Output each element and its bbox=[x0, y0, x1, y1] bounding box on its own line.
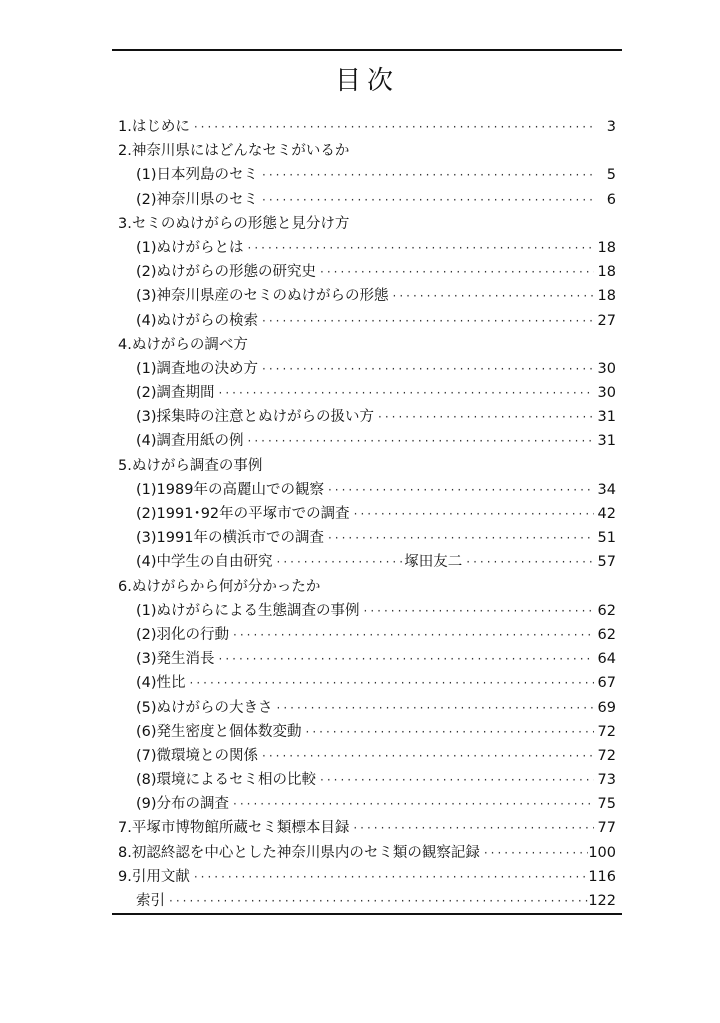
bottom-rule bbox=[112, 913, 622, 915]
table-of-contents bbox=[118, 115, 616, 913]
toc-entry[interactable] bbox=[118, 696, 616, 720]
toc-entry-page-number: 122 bbox=[588, 893, 616, 909]
toc-entry-title: (3)採集時の注意とぬけがらの扱い方 bbox=[136, 409, 375, 426]
toc-entry-title: (4)性比 bbox=[136, 675, 186, 692]
toc-entry-title: 索引 bbox=[136, 893, 165, 909]
toc-entry-page-number: 51 bbox=[597, 530, 616, 547]
toc-entry[interactable] bbox=[118, 550, 616, 574]
dot-leader bbox=[389, 284, 594, 308]
toc-entry-page-number: 30 bbox=[597, 385, 616, 402]
toc-entry[interactable] bbox=[118, 429, 616, 453]
toc-entry-title: (2)ぬけがらの形態の研究史 bbox=[136, 264, 317, 281]
toc-entry-title: 2.神奈川県にはどんなセミがいるか bbox=[118, 143, 350, 160]
toc-entry-title: (5)ぬけがらの大きさ bbox=[136, 699, 273, 716]
toc-entry-author: 塚田友二 bbox=[404, 554, 463, 571]
toc-entry-page-number: 34 bbox=[597, 481, 616, 498]
toc-entry-title: 7.平塚市博物館所蔵セミ類標本目録 bbox=[118, 820, 350, 837]
toc-entry-page-number: 30 bbox=[597, 360, 616, 377]
toc-entry-page-number: 100 bbox=[588, 844, 616, 861]
toc-entry[interactable] bbox=[118, 115, 616, 139]
toc-entry[interactable] bbox=[118, 816, 616, 840]
dot-leader bbox=[258, 188, 594, 212]
toc-entry-title: 4.ぬけがらの調べ方 bbox=[118, 336, 248, 353]
toc-entry[interactable] bbox=[118, 575, 616, 599]
toc-entry[interactable] bbox=[118, 526, 616, 550]
toc-entry[interactable] bbox=[118, 865, 616, 889]
toc-entry[interactable] bbox=[118, 405, 616, 429]
dot-leader bbox=[316, 260, 594, 284]
dot-leader bbox=[374, 405, 594, 429]
toc-entry-page-number: 69 bbox=[597, 699, 616, 716]
dot-leader bbox=[316, 768, 594, 792]
toc-entry[interactable] bbox=[118, 720, 616, 744]
toc-entry-title: (3)1991年の横浜市での調査 bbox=[136, 530, 324, 547]
toc-entry[interactable] bbox=[118, 309, 616, 333]
toc-entry-page-number: 62 bbox=[597, 602, 616, 619]
dot-leader bbox=[258, 357, 594, 381]
toc-entry-title: (6)発生密度と個体数変動 bbox=[136, 723, 302, 740]
toc-entry-page-number: 5 bbox=[606, 167, 616, 184]
toc-entry-title: (3)発生消長 bbox=[136, 651, 215, 668]
toc-entry[interactable] bbox=[118, 744, 616, 768]
dot-leader bbox=[215, 647, 594, 671]
toc-entry-page-number: 57 bbox=[597, 554, 616, 571]
toc-entry[interactable] bbox=[118, 478, 616, 502]
toc-entry-title: 6.ぬけがらから何が分かったか bbox=[118, 578, 321, 595]
toc-entry[interactable] bbox=[118, 188, 616, 212]
toc-entry[interactable] bbox=[118, 623, 616, 647]
toc-entry[interactable] bbox=[118, 599, 616, 623]
toc-entry-title: (4)中学生の自由研究 bbox=[136, 554, 273, 571]
toc-entry-title: (1)1989年の高麗山での観察 bbox=[136, 481, 324, 498]
toc-entry[interactable] bbox=[118, 647, 616, 671]
toc-entry[interactable] bbox=[118, 889, 616, 913]
toc-entry-page-number: 77 bbox=[597, 820, 616, 837]
toc-entry-title: (4)調査用紙の例 bbox=[136, 433, 244, 450]
dot-leader bbox=[462, 550, 594, 574]
toc-entry[interactable] bbox=[118, 454, 616, 478]
toc-entry[interactable] bbox=[118, 139, 616, 163]
dot-leader bbox=[349, 816, 594, 840]
toc-entry-page-number: 64 bbox=[597, 651, 616, 668]
toc-entry-page-number: 3 bbox=[606, 119, 616, 135]
toc-entry[interactable] bbox=[118, 768, 616, 792]
dot-leader bbox=[244, 236, 594, 260]
toc-entry-title: (4)ぬけがらの検索 bbox=[136, 312, 259, 329]
dot-leader bbox=[302, 720, 594, 744]
toc-entry[interactable] bbox=[118, 381, 616, 405]
toc-entry-title: (2)羽化の行動 bbox=[136, 626, 230, 643]
toc-entry-title: 8.初認終認を中心とした神奈川県内のセミ類の観察記録 bbox=[118, 844, 480, 861]
toc-entry-title: (1)ぬけがらによる生態調査の事例 bbox=[136, 602, 360, 619]
dot-leader bbox=[360, 599, 594, 623]
toc-entry-page-number: 67 bbox=[597, 675, 616, 692]
toc-entry-title: (7)微環境との関係 bbox=[136, 747, 259, 764]
toc-entry-page-number: 116 bbox=[588, 868, 616, 885]
dot-leader bbox=[190, 115, 594, 139]
dot-leader bbox=[273, 696, 594, 720]
toc-entry-page-number: 42 bbox=[597, 506, 616, 522]
toc-entry-page-number: 18 bbox=[597, 239, 616, 256]
dot-leader bbox=[273, 550, 405, 574]
toc-entry[interactable] bbox=[118, 671, 616, 695]
toc-entry-title: 5.ぬけがら調査の事例 bbox=[118, 457, 263, 474]
toc-entry-page-number: 6 bbox=[606, 191, 616, 208]
toc-entry[interactable] bbox=[118, 163, 616, 187]
dot-leader bbox=[258, 163, 594, 187]
dot-leader bbox=[229, 623, 594, 647]
dot-leader bbox=[229, 792, 594, 816]
dot-leader bbox=[244, 429, 594, 453]
toc-entry-page-number: 75 bbox=[597, 796, 616, 813]
toc-entry-page-number: 31 bbox=[597, 409, 616, 426]
dot-leader bbox=[350, 502, 594, 526]
toc-entry[interactable] bbox=[118, 236, 616, 260]
toc-entry-title: (2)神奈川県のセミ bbox=[136, 191, 259, 208]
toc-entry-page-number: 27 bbox=[597, 312, 616, 329]
toc-entry[interactable] bbox=[118, 502, 616, 526]
toc-entry[interactable] bbox=[118, 284, 616, 308]
toc-entry-title: 9.引用文献 bbox=[118, 868, 190, 885]
toc-entry[interactable] bbox=[118, 333, 616, 357]
toc-entry-title: 3.セミのぬけがらの形態と見分け方 bbox=[118, 215, 350, 232]
toc-entry-page-number: 73 bbox=[597, 772, 616, 789]
dot-leader bbox=[324, 478, 594, 502]
dot-leader bbox=[480, 841, 588, 865]
toc-entry-title: (1)調査地の決め方 bbox=[136, 360, 259, 377]
toc-entry-title: (8)環境によるセミ相の比較 bbox=[136, 772, 317, 789]
toc-entry-title: (3)神奈川県産のセミのぬけがらの形態 bbox=[136, 288, 389, 305]
toc-entry-title: (2)調査期間 bbox=[136, 385, 215, 402]
toc-entry-page-number: 31 bbox=[597, 433, 616, 450]
toc-entry[interactable] bbox=[118, 357, 616, 381]
toc-entry-title: (9)分布の調査 bbox=[136, 796, 230, 813]
dot-leader bbox=[186, 671, 594, 695]
toc-entry[interactable] bbox=[118, 260, 616, 284]
toc-entry-title: (2)1991･92年の平塚市での調査 bbox=[136, 506, 350, 522]
toc-entry[interactable] bbox=[118, 792, 616, 816]
dot-leader bbox=[165, 889, 588, 913]
dot-leader bbox=[324, 526, 594, 550]
toc-entry-title: (1)日本列島のセミ bbox=[136, 167, 259, 184]
top-rule bbox=[112, 49, 622, 51]
toc-entry-page-number: 18 bbox=[597, 264, 616, 281]
page-title: 目次 bbox=[334, 66, 399, 96]
toc-entry-page-number: 62 bbox=[597, 626, 616, 643]
toc-entry-title: (1)ぬけがらとは bbox=[136, 239, 244, 256]
toc-entry-page-number: 72 bbox=[597, 723, 616, 740]
dot-leader bbox=[215, 381, 594, 405]
dot-leader bbox=[190, 865, 588, 889]
toc-entry-page-number: 72 bbox=[597, 747, 616, 764]
toc-entry[interactable] bbox=[118, 841, 616, 865]
dot-leader bbox=[258, 744, 594, 768]
toc-entry[interactable] bbox=[118, 212, 616, 236]
toc-entry-page-number: 18 bbox=[597, 288, 616, 305]
dot-leader bbox=[258, 309, 594, 333]
toc-entry-title: 1.はじめに bbox=[118, 119, 190, 135]
